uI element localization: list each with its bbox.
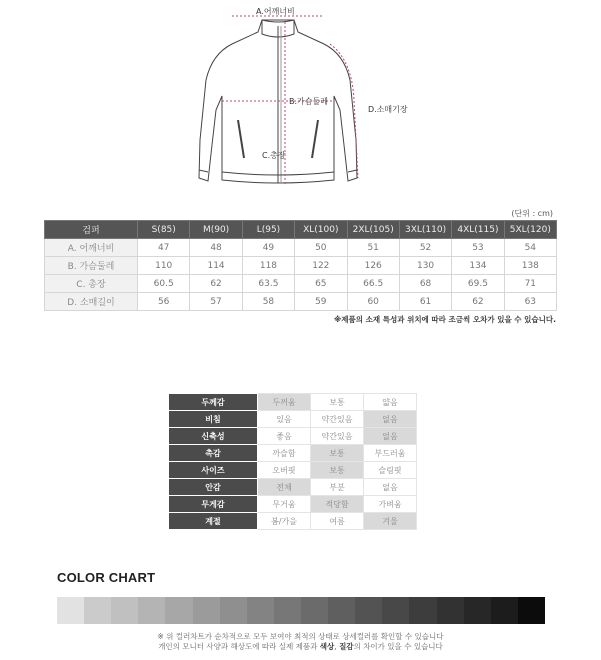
- attribute-option: 슬림핏: [364, 462, 417, 479]
- attribute-row: [169, 428, 417, 445]
- table-cell: 59: [295, 293, 347, 311]
- attribute-option: 여름: [311, 513, 364, 530]
- table-cell: 57: [190, 293, 242, 311]
- note-bold-texture: 질감: [339, 642, 354, 651]
- table-cell: 62: [190, 275, 242, 293]
- header-cell: 2XL(105): [347, 221, 399, 239]
- color-swatch: [165, 597, 192, 624]
- label-total-length: C.총장: [262, 151, 286, 160]
- table-cell: 49: [242, 239, 294, 257]
- header-cell: 검퍼: [45, 221, 138, 239]
- color-swatch: [247, 597, 274, 624]
- table-cell: 47: [138, 239, 190, 257]
- table-cell: 48: [190, 239, 242, 257]
- attribute-option: 얇음: [364, 394, 417, 411]
- attribute-option: 없음: [364, 428, 417, 445]
- table-cell: 110: [138, 257, 190, 275]
- header-cell: L(95): [242, 221, 294, 239]
- table-cell: 62: [452, 293, 504, 311]
- table-cell: 130: [399, 257, 451, 275]
- attribute-option: 좋음: [258, 428, 311, 445]
- attribute-option: 봄/가을: [258, 513, 311, 530]
- attribute-row: [169, 496, 417, 513]
- note-line-1: ※ 위 컬러차트가 순차적으로 모두 보여야 최적의 상태로 상세컬러를 확인할 수 있습니다: [157, 632, 444, 641]
- table-cell: 52: [399, 239, 451, 257]
- note-text: 개인의 모니터 사양과 해상도에 따라 실제 제품과: [158, 642, 320, 651]
- attribute-row: [169, 394, 417, 411]
- table-row: [45, 257, 557, 275]
- size-table-header-row: [45, 221, 557, 239]
- attribute-label: 신축성: [169, 428, 258, 445]
- color-swatch-strip: [57, 597, 545, 624]
- table-cell: 134: [452, 257, 504, 275]
- attribute-option: 부드러움: [364, 445, 417, 462]
- attribute-option: 약간있음: [311, 411, 364, 428]
- attribute-option: 보통: [311, 445, 364, 462]
- table-cell: 66.5: [347, 275, 399, 293]
- attribute-option: 겨울: [364, 513, 417, 530]
- label-chest: B.가슴둘레: [289, 97, 328, 106]
- table-cell: 56: [138, 293, 190, 311]
- color-swatch: [409, 597, 436, 624]
- color-chart-note: [0, 632, 601, 652]
- attribute-option: 전체: [258, 479, 311, 496]
- attribute-option: 적당함: [311, 496, 364, 513]
- color-swatch: [301, 597, 328, 624]
- header-cell: 5XL(120): [504, 221, 556, 239]
- table-cell: 61: [399, 293, 451, 311]
- unit-label: (단위 : cm): [511, 209, 553, 218]
- size-diagram: [0, 0, 601, 200]
- table-cell: 63: [504, 293, 556, 311]
- fabric-attribute-table: [168, 393, 417, 530]
- table-cell: 118: [242, 257, 294, 275]
- row-label: D. 소매길이: [45, 293, 138, 311]
- header-cell: 4XL(115): [452, 221, 504, 239]
- color-swatch: [328, 597, 355, 624]
- header-cell: S(85): [138, 221, 190, 239]
- header-cell: 3XL(110): [399, 221, 451, 239]
- attribute-label: 사이즈: [169, 462, 258, 479]
- table-cell: 50: [295, 239, 347, 257]
- table-cell: 68: [399, 275, 451, 293]
- attribute-row: [169, 462, 417, 479]
- attribute-option: 있음: [258, 411, 311, 428]
- note-text: ,: [334, 642, 340, 651]
- color-swatch: [57, 597, 84, 624]
- header-cell: XL(100): [295, 221, 347, 239]
- attribute-row: [169, 411, 417, 428]
- attribute-option: 무거움: [258, 496, 311, 513]
- attribute-option: 없음: [364, 411, 417, 428]
- table-cell: 122: [295, 257, 347, 275]
- attribute-option: 부분: [311, 479, 364, 496]
- color-swatch: [138, 597, 165, 624]
- color-swatch: [193, 597, 220, 624]
- attribute-row: [169, 513, 417, 530]
- color-swatch: [464, 597, 491, 624]
- table-cell: 71: [504, 275, 556, 293]
- attribute-option: 두꺼움: [258, 394, 311, 411]
- color-swatch: [220, 597, 247, 624]
- attribute-label: 계절: [169, 513, 258, 530]
- size-table: [44, 220, 557, 311]
- tolerance-note: ※제품의 소재 특성과 위치에 따라 조금씩 오차가 있을 수 있습니다.: [333, 315, 556, 324]
- attribute-option: 약간있음: [311, 428, 364, 445]
- attribute-label: 안감: [169, 479, 258, 496]
- attribute-option: 까슬함: [258, 445, 311, 462]
- attribute-row: [169, 479, 417, 496]
- table-cell: 53: [452, 239, 504, 257]
- table-row: [45, 293, 557, 311]
- table-cell: 51: [347, 239, 399, 257]
- table-row: [45, 275, 557, 293]
- table-cell: 63.5: [242, 275, 294, 293]
- table-cell: 60.5: [138, 275, 190, 293]
- attribute-option: 가벼움: [364, 496, 417, 513]
- row-label: B. 가슴둘레: [45, 257, 138, 275]
- attribute-option: 오버핏: [258, 462, 311, 479]
- label-shoulder-width: A.어깨너비: [256, 7, 295, 16]
- color-chart-title: COLOR CHART: [57, 570, 156, 585]
- table-cell: 58: [242, 293, 294, 311]
- note-bold-color: 색상: [319, 642, 335, 651]
- table-cell: 138: [504, 257, 556, 275]
- table-cell: 69.5: [452, 275, 504, 293]
- attribute-label: 촉감: [169, 445, 258, 462]
- header-cell: M(90): [190, 221, 242, 239]
- color-swatch: [382, 597, 409, 624]
- color-swatch: [518, 597, 545, 624]
- row-label: A. 어깨너비: [45, 239, 138, 257]
- attribute-row: [169, 445, 417, 462]
- label-sleeve-length: D.소매기장: [368, 105, 408, 114]
- attribute-option: 보통: [311, 394, 364, 411]
- table-cell: 54: [504, 239, 556, 257]
- color-swatch: [355, 597, 382, 624]
- attribute-option: 보통: [311, 462, 364, 479]
- color-swatch: [111, 597, 138, 624]
- table-cell: 65: [295, 275, 347, 293]
- note-line-2: [0, 642, 601, 652]
- attribute-label: 비침: [169, 411, 258, 428]
- table-cell: 60: [347, 293, 399, 311]
- attribute-label: 무게감: [169, 496, 258, 513]
- color-swatch: [437, 597, 464, 624]
- table-cell: 114: [190, 257, 242, 275]
- color-swatch: [274, 597, 301, 624]
- row-label: C. 총장: [45, 275, 138, 293]
- table-row: [45, 239, 557, 257]
- attribute-label: 두께감: [169, 394, 258, 411]
- table-cell: 126: [347, 257, 399, 275]
- note-text: 의 차이가 있을 수 있습니다: [353, 642, 443, 651]
- attribute-option: 없음: [364, 479, 417, 496]
- color-swatch: [491, 597, 518, 624]
- color-swatch: [84, 597, 111, 624]
